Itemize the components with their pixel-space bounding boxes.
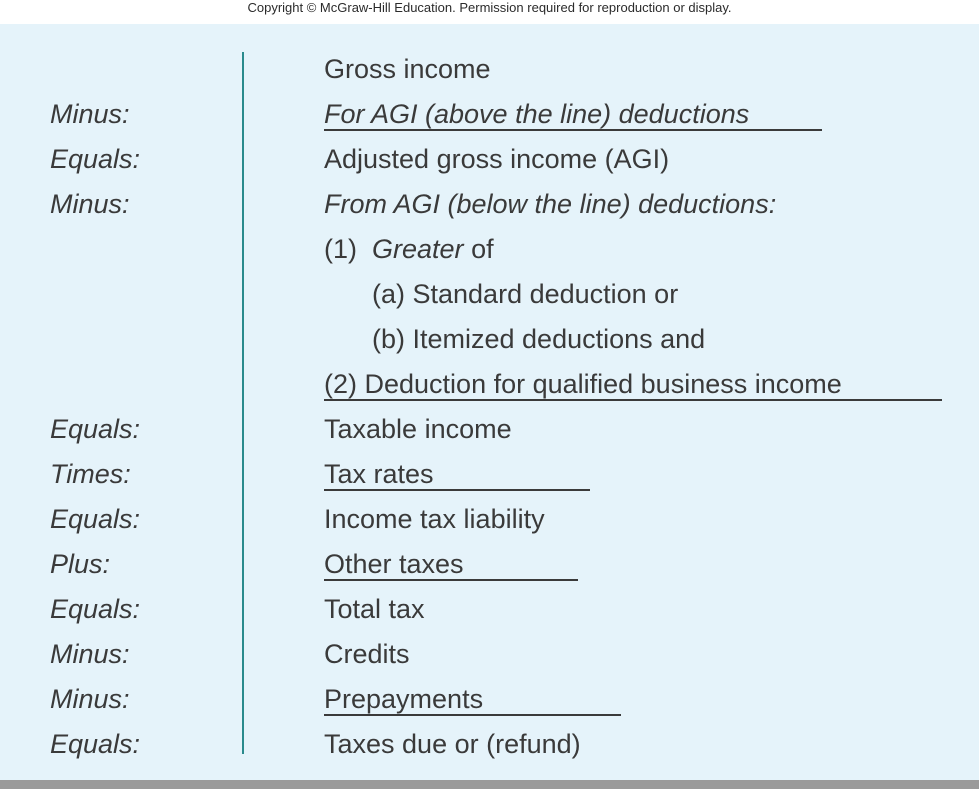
item-taxable-income: Taxable income xyxy=(324,414,512,444)
bottom-border xyxy=(0,780,979,789)
item-standard-deduction: (a) Standard deduction or xyxy=(372,279,679,309)
column-divider xyxy=(242,52,244,754)
operator-plus-other: Plus: xyxy=(50,549,111,579)
item-credits: Credits xyxy=(324,639,410,669)
item-other-taxes: Other taxes xyxy=(324,549,464,579)
operator-minus-from-agi: Minus: xyxy=(50,189,130,219)
operator-times-rates: Times: xyxy=(50,459,131,489)
item-itemized-deductions: (b) Itemized deductions and xyxy=(372,324,706,354)
item-from-agi-deductions: From AGI (below the line) deductions: xyxy=(324,189,777,219)
item-qbi-deduction: (2) Deduction for qualified business income xyxy=(324,369,842,399)
greater-of-word: of xyxy=(471,234,494,264)
underline-prepayments xyxy=(324,714,621,716)
item-income-tax-liability: Income tax liability xyxy=(324,504,545,534)
underline-for-agi xyxy=(324,129,822,131)
operator-equals-total: Equals: xyxy=(50,594,141,624)
underline-qbi xyxy=(324,399,942,401)
underline-other-taxes xyxy=(324,579,578,581)
item-taxes-due: Taxes due or (refund) xyxy=(324,729,581,759)
operator-equals-taxable: Equals: xyxy=(50,414,141,444)
tax-formula-panel xyxy=(0,24,979,780)
item-total-tax: Total tax xyxy=(324,594,425,624)
greater-word: Greater xyxy=(372,234,464,264)
underline-tax-rates xyxy=(324,489,590,491)
operator-equals-liability: Equals: xyxy=(50,504,141,534)
item-greater-of xyxy=(324,232,494,266)
operator-minus-for-agi: Minus: xyxy=(50,99,130,129)
operator-equals-taxes-due: Equals: xyxy=(50,729,141,759)
item-for-agi-deductions: For AGI (above the line) deductions xyxy=(324,99,750,129)
operator-minus-prepayments: Minus: xyxy=(50,684,130,714)
item-agi: Adjusted gross income (AGI) xyxy=(324,144,670,174)
copyright-notice: Copyright © McGraw-Hill Education. Permission required for reproduction or display. xyxy=(247,0,732,15)
item-gross-income: Gross income xyxy=(324,54,491,84)
item-prepayments: Prepayments xyxy=(324,684,484,714)
operator-minus-credits: Minus: xyxy=(50,639,130,669)
item-tax-rates: Tax rates xyxy=(324,459,434,489)
greater-number: (1) xyxy=(324,234,357,264)
operator-equals-agi: Equals: xyxy=(50,144,141,174)
